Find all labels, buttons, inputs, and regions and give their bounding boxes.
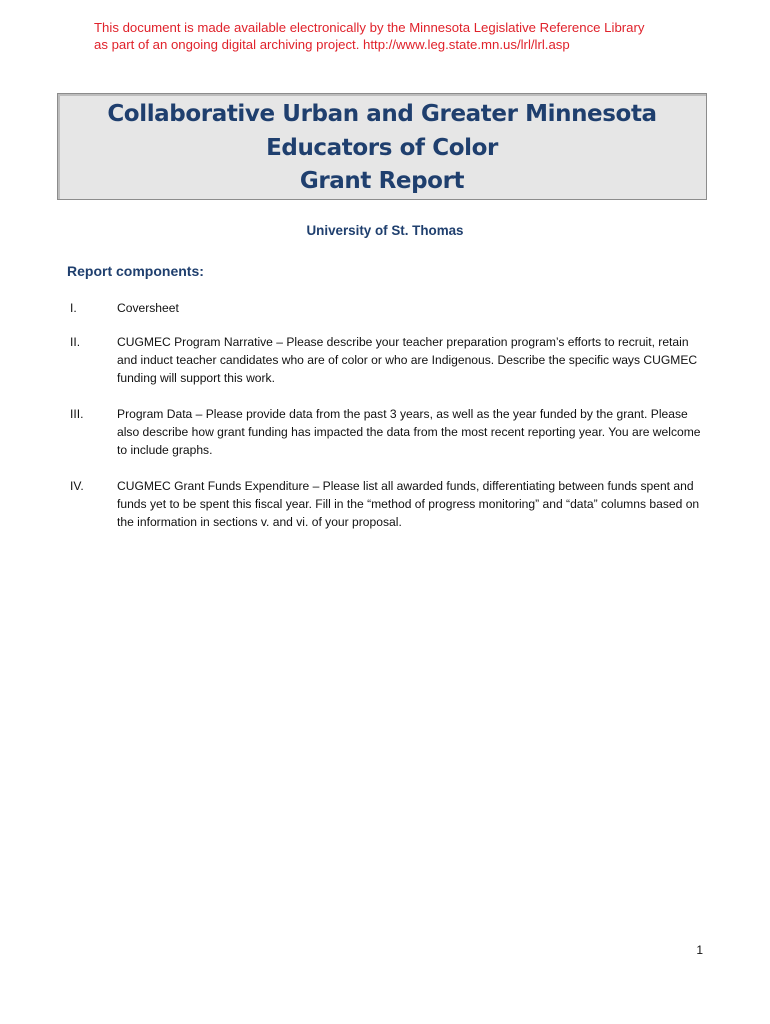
- page-number: 1: [696, 943, 703, 957]
- component-text: CUGMEC Program Narrative – Please describe your teacher preparation program’s efforts to recruit, retain and induct teacher candidates who are of color or who are Indigenous. Describe the specific ways CUGMEC funding will support this work.: [117, 335, 698, 385]
- component-text: Program Data – Please provide data from the past 3 years, as well as the year funded by the grant. Please also describe how grant funding has impacted the data from the most recent reporting year. You are welcome to include graphs.: [117, 407, 701, 457]
- components-heading: Report components:: [67, 263, 204, 279]
- component-text: Coversheet: [117, 301, 179, 315]
- component-text: CUGMEC Grant Funds Expenditure – Please list all awarded funds, differentiating between funds spent and funds yet to be spent this fiscal year. Fill in the “method of progress monitoring” and “data” columns based on the information in sections v. and vi. of your proposal.: [117, 479, 700, 529]
- title-line-3: Grant Report: [299, 168, 465, 194]
- component-number: II.: [70, 335, 81, 349]
- component-number: IV.: [70, 479, 84, 493]
- component-number: III.: [70, 407, 84, 421]
- archive-notice: [94, 19, 714, 53]
- title-box: [57, 93, 707, 200]
- title-line-2: Educators of Color: [266, 134, 498, 161]
- title-line-1: Collaborative Urban and Greater Minnesota: [107, 101, 657, 127]
- institution-name: University of St. Thomas: [306, 223, 464, 238]
- component-number: I.: [70, 301, 77, 315]
- archive-notice-line-1: This document is made available electronically by the Minnesota Legislative Reference Library: [94, 20, 645, 35]
- archive-notice-line-2: as part of an ongoing digital archiving project. http://www.leg.state.mn.us/lrl/lrl.asp: [94, 37, 570, 52]
